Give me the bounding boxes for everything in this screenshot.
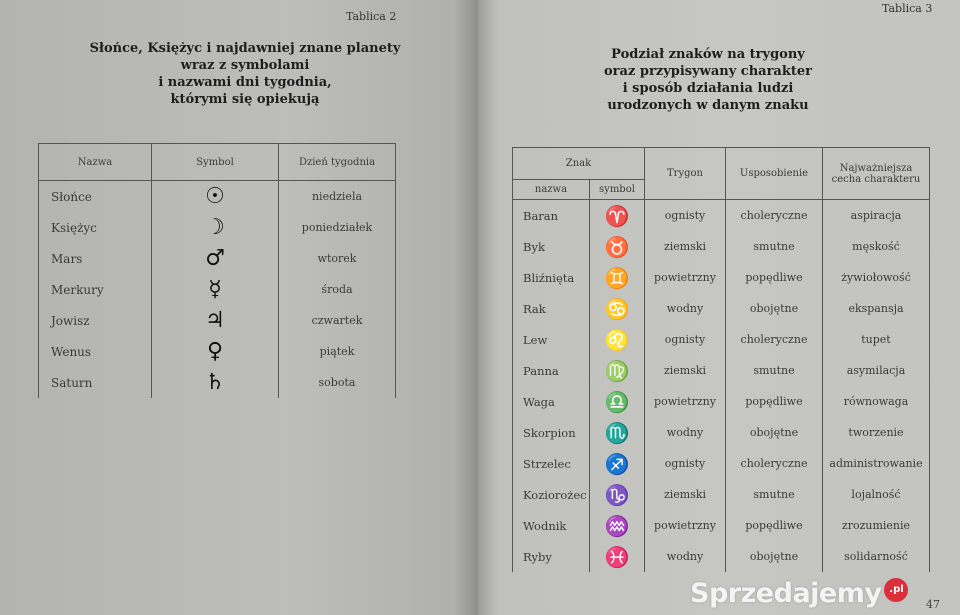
planet-name: Słońce [39, 181, 152, 213]
table-row [39, 181, 396, 213]
zodiac-table [512, 147, 930, 572]
trygon: powietrzny [645, 510, 726, 541]
temperament: smutne [726, 355, 823, 386]
sign-name: Rak [513, 293, 590, 324]
zodiac-symbol-icon: ♐ [590, 448, 645, 479]
zodiac-symbol-icon: ♑ [590, 479, 645, 510]
table-row [513, 293, 930, 324]
temperament: choleryczne [726, 324, 823, 355]
planet-symbol-icon: ☽ [152, 212, 279, 243]
table-row [513, 479, 930, 510]
table-row [39, 243, 396, 274]
sign-name: Ryby [513, 541, 590, 572]
zodiac-symbol-icon: ♏ [590, 417, 645, 448]
temperament: popędliwe [726, 262, 823, 293]
main-trait: lojalność [823, 479, 930, 510]
trygon: ziemski [645, 355, 726, 386]
planet-symbol-icon: ♄ [152, 367, 279, 398]
header-nazwa: nazwa [513, 180, 590, 200]
trygon: ognisty [645, 200, 726, 232]
sign-name: Bliźnięta [513, 262, 590, 293]
weekday: sobota [279, 367, 396, 398]
sign-name: Baran [513, 200, 590, 232]
weekday: piątek [279, 336, 396, 367]
right-title [578, 46, 838, 114]
planets-table [38, 143, 396, 398]
title-line: i nazwami dni tygodnia, [158, 75, 332, 90]
header-symbol: symbol [590, 180, 645, 200]
sign-name: Skorpion [513, 417, 590, 448]
table-row [513, 448, 930, 479]
title-line: wraz z symbolami [180, 58, 310, 73]
table-row [513, 386, 930, 417]
planet-symbol-icon: ♀ [152, 336, 279, 367]
table-row [39, 274, 396, 305]
temperament: smutne [726, 479, 823, 510]
trygon: wodny [645, 293, 726, 324]
table-row [513, 200, 930, 232]
main-trait: równowaga [823, 386, 930, 417]
title-line: Słońce, Księżyc i najdawniej znane planety [89, 41, 401, 56]
right-page [478, 0, 960, 615]
trygon: ognisty [645, 448, 726, 479]
watermark-badge: .pl [884, 578, 908, 602]
main-trait: tupet [823, 324, 930, 355]
zodiac-symbol-icon: ♉ [590, 231, 645, 262]
sign-name: Waga [513, 386, 590, 417]
title-line: którymi się opiekują [170, 92, 320, 107]
header-cecha: Najważniejsza cecha charakteru [823, 148, 930, 200]
sign-name: Strzelec [513, 448, 590, 479]
zodiac-symbol-icon: ♋ [590, 293, 645, 324]
planet-symbol-icon: ☿ [152, 274, 279, 305]
sign-name: Panna [513, 355, 590, 386]
temperament: obojętne [726, 417, 823, 448]
page-number: 47 [926, 598, 940, 611]
left-title [60, 40, 430, 108]
table-row [513, 231, 930, 262]
table-row [39, 212, 396, 243]
trygon: ziemski [645, 479, 726, 510]
main-trait: administrowanie [823, 448, 930, 479]
header-trygon: Trygon [645, 148, 726, 200]
zodiac-symbol-icon: ♓ [590, 541, 645, 572]
main-trait: tworzenie [823, 417, 930, 448]
zodiac-symbol-icon: ♒ [590, 510, 645, 541]
main-trait: ekspansja [823, 293, 930, 324]
zodiac-symbol-icon: ♎ [590, 386, 645, 417]
planet-name: Mars [39, 243, 152, 274]
table-row [513, 510, 930, 541]
sign-name: Byk [513, 231, 590, 262]
temperament: popędliwe [726, 386, 823, 417]
temperament: obojętne [726, 293, 823, 324]
weekday: czwartek [279, 305, 396, 336]
planet-name: Wenus [39, 336, 152, 367]
main-trait: asymilacja [823, 355, 930, 386]
weekday: środa [279, 274, 396, 305]
title-line: Podział znaków na trygony [611, 47, 805, 62]
trygon: wodny [645, 541, 726, 572]
planet-name: Saturn [39, 367, 152, 398]
sign-name: Koziorożec [513, 479, 590, 510]
header-znak: Znak [513, 148, 645, 180]
weekday: poniedziałek [279, 212, 396, 243]
title-line: oraz przypisywany charakter [604, 64, 812, 79]
table-row [513, 324, 930, 355]
trygon: ziemski [645, 231, 726, 262]
planet-name: Jowisz [39, 305, 152, 336]
sign-name: Lew [513, 324, 590, 355]
table-row [513, 541, 930, 572]
main-trait: aspiracja [823, 200, 930, 232]
table-row [39, 336, 396, 367]
weekday: niedziela [279, 181, 396, 213]
zodiac-symbol-icon: ♍ [590, 355, 645, 386]
trygon: ognisty [645, 324, 726, 355]
table-row [39, 367, 396, 398]
zodiac-symbol-icon: ♊ [590, 262, 645, 293]
main-trait: solidarność [823, 541, 930, 572]
zodiac-symbol-icon: ♈ [590, 200, 645, 232]
header-day: Dzień tygodnia [279, 144, 396, 181]
planet-symbol-icon: ☉ [152, 181, 279, 213]
planet-name: Księżyc [39, 212, 152, 243]
table-row [513, 355, 930, 386]
weekday: wtorek [279, 243, 396, 274]
trygon: powietrzny [645, 262, 726, 293]
header-usposobienie: Usposobienie [726, 148, 823, 200]
table-row [513, 417, 930, 448]
watermark-logo: Sprzedajemy [690, 578, 882, 609]
watermark [690, 578, 908, 610]
trygon: powietrzny [645, 386, 726, 417]
temperament: choleryczne [726, 448, 823, 479]
left-page [0, 0, 478, 615]
temperament: smutne [726, 231, 823, 262]
header-symbol: Symbol [152, 144, 279, 181]
table-row [513, 262, 930, 293]
table-row [39, 305, 396, 336]
zodiac-symbol-icon: ♌ [590, 324, 645, 355]
table-label: Tablica 2 [346, 10, 397, 23]
temperament: popędliwe [726, 510, 823, 541]
main-trait: zrozumienie [823, 510, 930, 541]
main-trait: męskość [823, 231, 930, 262]
main-trait: żywiołowość [823, 262, 930, 293]
title-line: i sposób działania ludzi [622, 81, 794, 96]
planet-name: Merkury [39, 274, 152, 305]
temperament: obojętne [726, 541, 823, 572]
sign-name: Wodnik [513, 510, 590, 541]
title-line: urodzonych w danym znaku [607, 98, 809, 113]
table-label: Tablica 3 [882, 2, 933, 15]
header-nazwa: Nazwa [39, 144, 152, 181]
trygon: wodny [645, 417, 726, 448]
planet-symbol-icon: ♂ [152, 243, 279, 274]
temperament: choleryczne [726, 200, 823, 232]
planet-symbol-icon: ♃ [152, 305, 279, 336]
